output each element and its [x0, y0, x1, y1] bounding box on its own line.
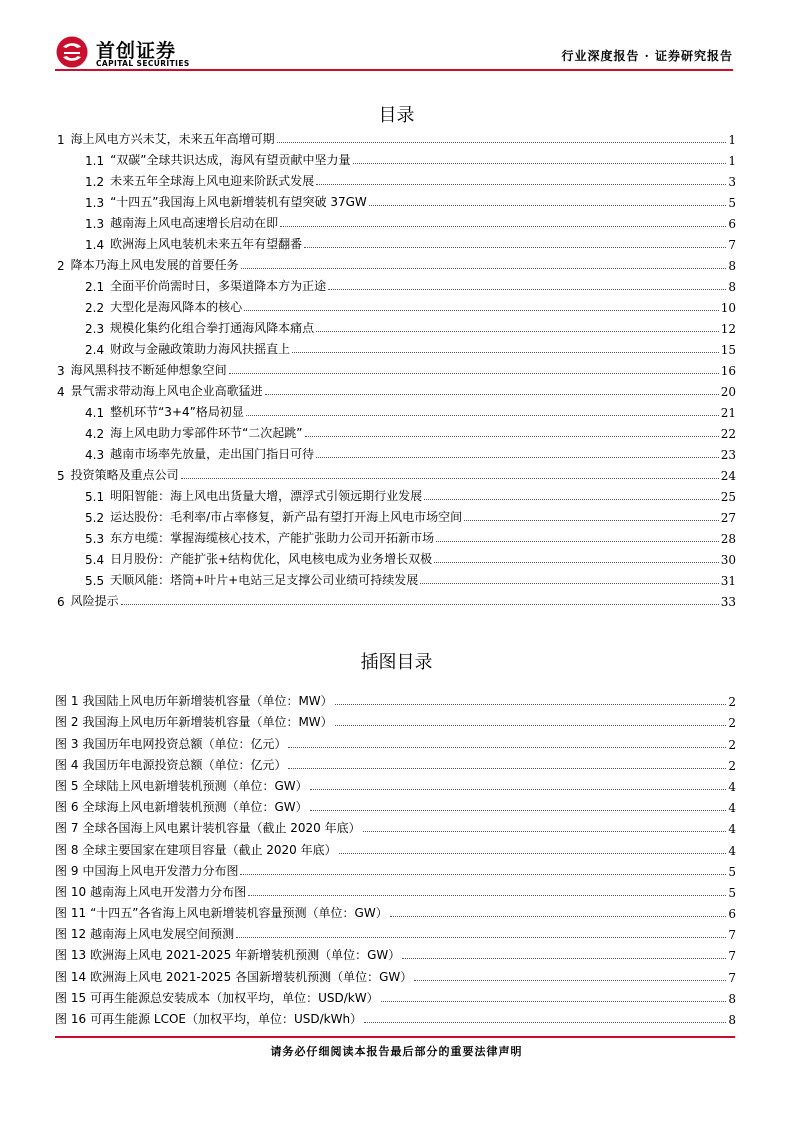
toc-entry-title[interactable]: 明阳智能：海上风电出货量大增，漂浮式引领远期行业发展 — [110, 489, 423, 503]
toc-entry-page-number[interactable]: 1 — [728, 133, 736, 147]
toc-entry-page-number[interactable]: 15 — [720, 343, 736, 357]
dot-leader — [265, 393, 719, 395]
figure-entry-title[interactable]: 全球各国海上风电累计装机容量（截止 2020 年底） — [82, 821, 361, 836]
figure-entry-number: 图 9 — [55, 863, 79, 878]
dot-leader — [335, 724, 727, 726]
toc-entry-page-number[interactable]: 10 — [720, 301, 736, 315]
figure-entry[interactable] — [55, 1006, 736, 1027]
toc-entry-number: 5.5 — [85, 574, 105, 588]
dot-leader — [240, 873, 726, 875]
figure-entry-number: 图 8 — [55, 842, 79, 857]
figure-entry-number: 图 16 — [55, 1012, 87, 1026]
report-type-label: 行业深度报告 · 证券研究报告 — [561, 49, 733, 63]
toc-entry-number: 2.3 — [85, 322, 105, 336]
figure-entry-title[interactable]: 全球主要国家在建项目容量（截止 2020 年底） — [82, 842, 337, 857]
dot-leader — [244, 309, 719, 311]
header-divider — [55, 69, 733, 71]
figure-entry-page-number[interactable]: 4 — [728, 779, 736, 794]
toc-entry-number: 5.2 — [85, 511, 105, 525]
figure-entry-page-number[interactable]: 8 — [728, 991, 736, 1006]
figure-entry-page-number[interactable]: 7 — [728, 928, 736, 943]
dot-leader — [316, 456, 719, 458]
toc-entry[interactable] — [55, 126, 736, 147]
figure-entry[interactable] — [55, 900, 736, 921]
figure-entry[interactable] — [55, 879, 736, 900]
toc-entry-page-number[interactable]: 16 — [720, 364, 736, 378]
dot-leader — [414, 979, 726, 981]
toc-entry[interactable] — [55, 336, 736, 357]
toc-entry[interactable] — [55, 252, 736, 273]
toc-entry-number: 1 — [57, 133, 65, 147]
figure-entry-page-number[interactable]: 2 — [728, 695, 736, 710]
figure-entry-page-number[interactable]: 2 — [728, 716, 736, 731]
toc-entry-page-number[interactable]: 24 — [720, 469, 736, 483]
toc-entry-page-number[interactable]: 27 — [720, 511, 736, 525]
figure-entry-number: 图 3 — [55, 736, 79, 751]
figure-entry[interactable] — [55, 921, 736, 942]
dot-leader — [335, 703, 727, 705]
figure-entry[interactable] — [55, 688, 736, 709]
toc-entry-number: 1.3 — [85, 217, 105, 231]
figure-entry[interactable] — [55, 709, 736, 730]
toc-entry-number: 2.4 — [85, 343, 105, 357]
dot-leader — [353, 162, 727, 164]
footer-divider — [55, 1036, 735, 1038]
toc-entry-page-number[interactable]: 5 — [728, 196, 736, 210]
figure-entry[interactable] — [55, 752, 736, 773]
dot-leader — [310, 809, 727, 811]
figure-entry-number: 图 2 — [55, 715, 79, 730]
toc-entry-title[interactable]: 投资策略及重点公司 — [70, 468, 179, 482]
toc-entry-number: 2 — [57, 259, 65, 273]
toc-entry-number: 1.4 — [85, 238, 105, 252]
toc-entry-title[interactable]: 海上风电助力零部件环节“二次起跳” — [110, 426, 303, 440]
toc-entry-page-number[interactable]: 28 — [720, 532, 736, 546]
dot-leader — [381, 1000, 727, 1002]
toc-entry-title[interactable]: 欧洲海上风电装机未来五年有望翻番 — [110, 237, 303, 251]
dot-leader — [305, 435, 719, 437]
toc-entry-number: 4.3 — [85, 448, 105, 462]
figure-entry-number: 图 1 — [55, 694, 79, 709]
toc-entry-page-number[interactable]: 30 — [720, 553, 736, 567]
dot-leader — [292, 351, 719, 353]
dot-leader — [364, 1021, 726, 1023]
figure-entry-title[interactable]: 欧洲海上风电 2021-2025 年新增装机预测（单位：GW） — [90, 948, 401, 963]
figure-entry-page-number[interactable]: 4 — [728, 822, 736, 837]
figure-entry-page-number[interactable]: 2 — [728, 758, 736, 773]
toc-entry[interactable] — [55, 231, 736, 252]
toc-entry[interactable] — [55, 546, 736, 567]
dot-leader — [236, 936, 726, 938]
page-header — [55, 34, 733, 70]
dot-leader — [316, 183, 726, 185]
toc-entry-title[interactable]: 天顺风能：塔筒+叶片+电站三足支撑公司业绩可持续发展 — [110, 573, 419, 587]
toc-entry-title[interactable]: 全面平价尚需时日，多渠道降本方为正途 — [110, 279, 327, 293]
toc-entry-title[interactable]: “双碳”全球共识达成，海风有望贡献中坚力量 — [110, 153, 351, 167]
toc-entry-page-number[interactable]: 23 — [720, 448, 736, 462]
toc-entry[interactable] — [55, 588, 736, 609]
figure-entry-title[interactable]: 可再生能源 LCOE（加权平均，单位：USD/kWh） — [90, 1012, 363, 1026]
dot-leader — [328, 288, 726, 290]
dot-leader — [436, 540, 719, 542]
toc-entry-number: 2.2 — [85, 301, 105, 315]
toc-entry-title[interactable]: 越南市场率先放量，走出国门指日可待 — [110, 447, 315, 461]
figure-entry-page-number[interactable]: 8 — [728, 1013, 736, 1027]
toc-entry-number: 5 — [57, 469, 65, 483]
toc-entry-title[interactable]: 财政与金融政策助力海风扶摇直上 — [110, 342, 291, 356]
toc-entry[interactable] — [55, 357, 736, 378]
toc-entry-title[interactable]: 风险提示 — [70, 594, 119, 608]
toc-entry-number: 3 — [57, 364, 65, 378]
dot-leader — [339, 852, 727, 854]
dot-leader — [316, 330, 719, 332]
dot-leader — [390, 915, 727, 917]
dot-leader — [121, 603, 719, 605]
toc-entry[interactable] — [55, 399, 736, 420]
table-of-contents — [55, 126, 736, 609]
toc-entry-page-number[interactable]: 1 — [728, 154, 736, 168]
toc-entry-page-number[interactable]: 8 — [728, 280, 736, 294]
figure-entry-number: 图 6 — [55, 800, 79, 815]
toc-entry[interactable] — [55, 483, 736, 504]
toc-entry-number: 1.3 — [85, 196, 105, 210]
list-of-figures — [55, 688, 736, 1027]
dot-leader — [288, 746, 726, 748]
logo-english-name: CAPITAL SECURITIES — [96, 59, 190, 68]
toc-entry[interactable] — [55, 441, 736, 462]
figure-entry-title[interactable]: 越南海上风电发展空间预测 — [90, 927, 235, 942]
dot-leader — [280, 225, 726, 227]
dot-leader — [304, 246, 726, 248]
figure-entry-title[interactable]: 中国海上风电开发潜力分布图 — [82, 863, 239, 878]
toc-entry[interactable] — [55, 462, 736, 483]
figure-entry-title[interactable]: 全球海上风电新增装机预测（单位：GW） — [82, 800, 308, 815]
toc-entry-page-number[interactable]: 7 — [728, 238, 736, 252]
figure-entry-title[interactable]: 我国海上风电历年新增装机容量（单位：MW） — [82, 715, 333, 730]
toc-entry-title[interactable]: “十四五”我国海上风电新增装机有望突破 37GW — [110, 195, 367, 209]
toc-entry-page-number[interactable]: 20 — [720, 385, 736, 399]
figure-entry-number: 图 10 — [55, 884, 87, 899]
toc-entry-page-number[interactable]: 25 — [720, 490, 736, 504]
toc-entry-number: 4.1 — [85, 406, 105, 420]
toc-entry-page-number[interactable]: 3 — [728, 175, 736, 189]
figure-entry-title[interactable]: “十四五”各省海上风电新增装机容量预测（单位：GW） — [90, 906, 388, 921]
toc-entry-page-number[interactable]: 6 — [728, 217, 736, 231]
toc-entry-number: 1.1 — [85, 154, 105, 168]
figure-entry[interactable] — [55, 836, 736, 857]
dot-leader — [369, 204, 727, 206]
toc-entry-page-number[interactable]: 12 — [720, 322, 736, 336]
figure-entry[interactable] — [55, 794, 736, 815]
toc-entry-title[interactable]: 运达股份：毛利率/市占率修复，新产品有望打开海上风电市场空间 — [110, 510, 463, 524]
figure-entry-title[interactable]: 我国陆上风电历年新增装机容量（单位：MW） — [82, 694, 333, 709]
toc-entry-page-number[interactable]: 8 — [728, 259, 736, 273]
toc-entry[interactable] — [55, 567, 736, 588]
figure-entry-page-number[interactable]: 4 — [728, 843, 736, 858]
figure-entry[interactable] — [55, 773, 736, 794]
dot-leader — [464, 519, 719, 521]
toc-entry-number: 5.1 — [85, 490, 105, 504]
toc-entry[interactable] — [55, 189, 736, 210]
toc-entry[interactable] — [55, 273, 736, 294]
toc-entry-title[interactable]: 未来五年全球海上风电迎来阶跃式发展 — [110, 174, 315, 188]
toc-entry[interactable] — [55, 525, 736, 546]
dot-leader — [181, 477, 719, 479]
figure-entry[interactable] — [55, 963, 736, 984]
toc-entry-number: 5.3 — [85, 532, 105, 546]
figure-entry-title[interactable]: 可再生能源总安装成本（加权平均，单位：USD/kW） — [90, 990, 379, 1005]
toc-entry-title[interactable]: 东方电缆：掌握海缆核心技术，产能扩张助力公司开拓新市场 — [110, 531, 435, 545]
toc-entry-page-number[interactable]: 22 — [720, 427, 736, 441]
figure-entry-page-number[interactable]: 4 — [728, 801, 736, 816]
toc-entry-number: 6 — [57, 595, 65, 609]
dot-leader — [424, 498, 719, 500]
figure-entry-title[interactable]: 欧洲海上风电 2021-2025 各国新增装机预测（单位：GW） — [90, 969, 413, 984]
toc-entry-number: 1.2 — [85, 175, 105, 189]
dot-leader — [434, 561, 719, 563]
dot-leader — [420, 582, 719, 584]
toc-entry[interactable] — [55, 168, 736, 189]
toc-entry-title[interactable]: 景气需求带动海上风电企业高歌猛进 — [70, 384, 263, 398]
toc-entry[interactable] — [55, 210, 736, 231]
figure-entry[interactable] — [55, 730, 736, 751]
company-logo — [55, 34, 255, 70]
toc-entry[interactable] — [55, 504, 736, 525]
figure-entry-number: 图 7 — [55, 821, 79, 836]
toc-heading: 目录 — [378, 105, 415, 126]
toc-entry-title[interactable]: 越南海上风电高速增长启动在即 — [110, 216, 279, 230]
figure-entry-number: 图 4 — [55, 757, 79, 772]
toc-entry-number: 5.4 — [85, 553, 105, 567]
figure-entry-page-number[interactable]: 2 — [728, 737, 736, 752]
dot-leader — [402, 957, 726, 959]
legal-disclaimer: 请务必仔细阅读本报告最后部分的重要法律声明 — [270, 1045, 523, 1058]
toc-entry-title[interactable]: 降本乃海上风电发展的首要任务 — [70, 258, 239, 272]
dot-leader — [229, 372, 719, 374]
toc-entry[interactable] — [55, 315, 736, 336]
figure-entry-title[interactable]: 我国历年电源投资总额（单位：亿元） — [82, 757, 287, 772]
dot-leader — [288, 767, 726, 769]
figure-entry-page-number[interactable]: 7 — [728, 970, 736, 985]
figure-entry-number: 图 12 — [55, 927, 87, 942]
dot-leader — [248, 894, 726, 896]
toc-entry-title[interactable]: 日月股份：产能扩张+结构优化，风电核电成为业务增长双极 — [110, 552, 433, 566]
figure-entry-page-number[interactable]: 5 — [728, 864, 736, 879]
dot-leader — [363, 830, 727, 832]
figure-entry[interactable] — [55, 815, 736, 836]
figure-entry-number: 图 13 — [55, 948, 87, 963]
figure-entry[interactable] — [55, 858, 736, 879]
figure-entry-number: 图 15 — [55, 990, 87, 1005]
toc-entry-title[interactable]: 海风黑科技不断延伸想象空间 — [70, 363, 227, 377]
figure-entry[interactable] — [55, 942, 736, 963]
figure-entry-number: 图 11 — [55, 906, 87, 921]
figure-entry-number: 图 14 — [55, 969, 87, 984]
figure-entry-number: 图 5 — [55, 778, 79, 793]
toc-entry[interactable] — [55, 378, 736, 399]
toc-entry-title[interactable]: 整机环节“3+4”格局初显 — [110, 405, 244, 419]
figure-entry-title[interactable]: 我国历年电网投资总额（单位：亿元） — [82, 736, 287, 751]
figure-entry[interactable] — [55, 985, 736, 1006]
figure-list-heading: 插图目录 — [360, 652, 433, 673]
toc-entry-page-number[interactable]: 31 — [720, 574, 736, 588]
dot-leader — [246, 414, 719, 416]
dot-leader — [277, 141, 727, 143]
figure-entry-page-number[interactable]: 7 — [728, 949, 736, 964]
toc-entry[interactable] — [55, 147, 736, 168]
logo-chinese-name: 首创证券 — [96, 40, 177, 62]
figure-entry-page-number[interactable]: 6 — [728, 907, 736, 922]
toc-entry-number: 4.2 — [85, 427, 105, 441]
dot-leader — [310, 788, 727, 790]
toc-entry-page-number[interactable]: 21 — [720, 406, 736, 420]
toc-entry-number: 2.1 — [85, 280, 105, 294]
toc-entry-title[interactable]: 规模化集约化组合拳打通海风降本痛点 — [110, 321, 315, 335]
figure-entry-page-number[interactable]: 5 — [728, 885, 736, 900]
figure-entry-title[interactable]: 越南海上风电开发潜力分布图 — [90, 884, 247, 899]
dot-leader — [241, 267, 727, 269]
toc-entry-title[interactable]: 大型化是海风降本的核心 — [110, 300, 243, 314]
capital-securities-logo-icon — [55, 36, 89, 68]
toc-entry[interactable] — [55, 420, 736, 441]
figure-entry-title[interactable]: 全球陆上风电新增装机预测（单位：GW） — [82, 778, 308, 793]
toc-entry-title[interactable]: 海上风电方兴未艾，未来五年高增可期 — [70, 132, 275, 146]
toc-entry-page-number[interactable]: 33 — [720, 595, 736, 609]
toc-entry[interactable] — [55, 294, 736, 315]
toc-entry-number: 4 — [57, 385, 65, 399]
